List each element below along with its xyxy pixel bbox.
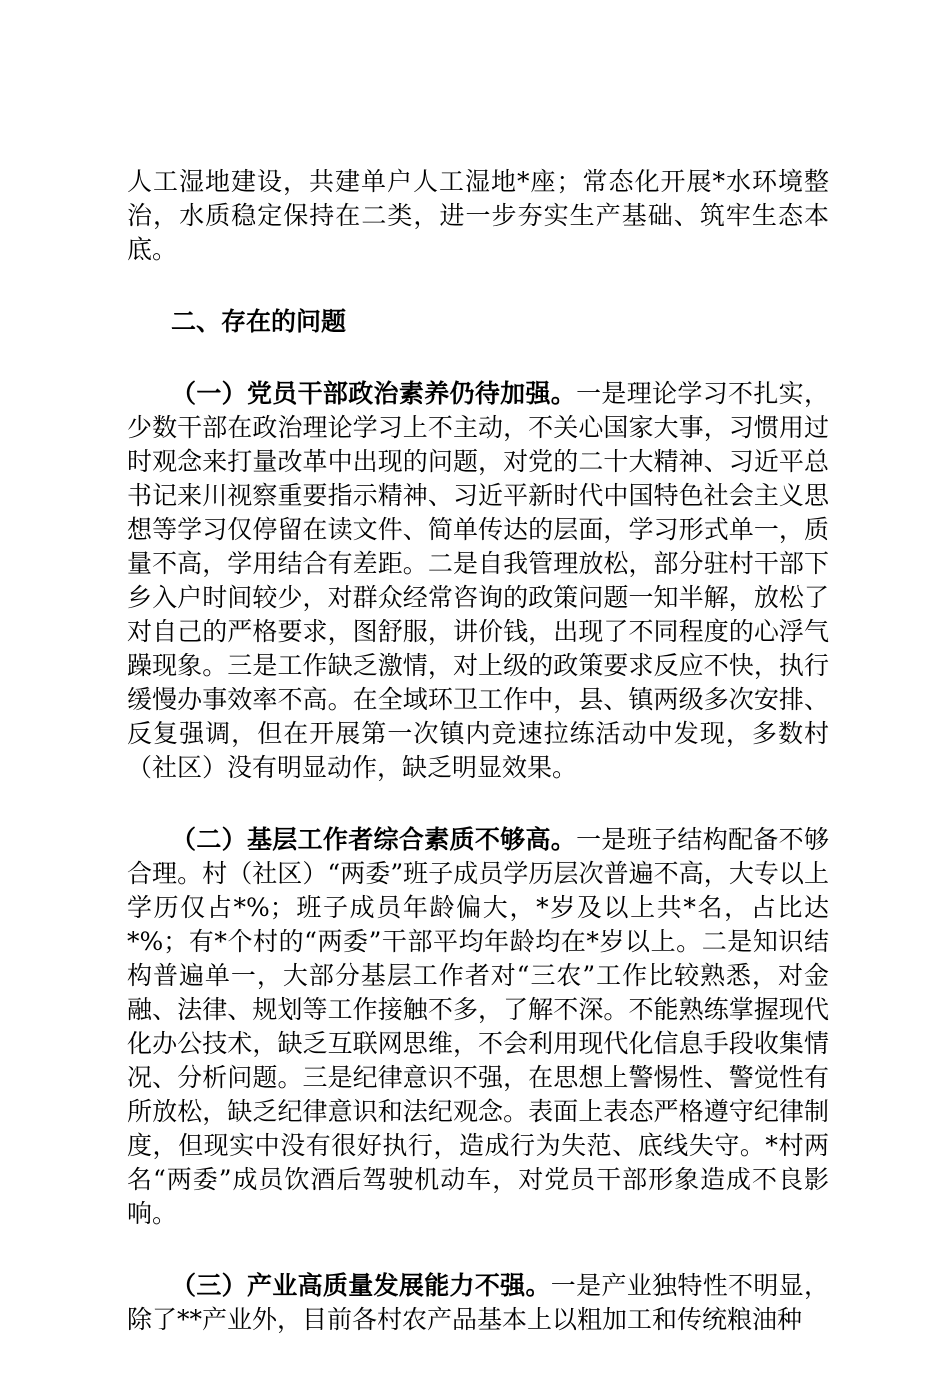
- intro-paragraph: 人工湿地建设，共建单户人工湿地*座；常态化开展*水环境整治，水质稳定保持在二类，进一步夯实生产基础、筑牢生态本底。: [127, 167, 829, 264]
- item-paragraph-3: [127, 1269, 829, 1337]
- section-heading: 二、存在的问题: [171, 307, 347, 336]
- item-body-3: 一是产业独特性不明显，除了**产业外，目前各村农产品基本上以粗加工和传统粮油种: [127, 1271, 829, 1334]
- item-paragraph-2: [127, 823, 829, 1231]
- document-page: [127, 165, 829, 1375]
- item-body-2: 一是班子结构配备不够合理。村（社区）“两委”班子成员学历层次普遍不高，大专以上学历仅占*%；班子成员年龄偏大，*岁及以上共*名，占比达*%；有*个村的“两委”干部平均年龄均在*岁以上。二是知识结构普遍单一，大部分基层工作者对“三农”工作比较熟悉，对金融、法律、规划等工作接触不多，了解不深。不能熟练掌握现代化办公技术，缺乏互联网思维，不会利用现代化信息手段收集情况、分析问题。三是纪律意识不强，在思想上警惕性、警觉性有所放松，缺乏纪律意识和法纪观念。表面上表态严格遵守纪律制度，但现实中没有很好执行，造成行为失范、底线失守。*村两名“两委”成员饮酒后驾驶机动车，对党员干部形象造成不良影响。: [127, 825, 829, 1228]
- item-title-3: （三）产业高质量发展能力不强。: [171, 1271, 551, 1300]
- item-paragraph-1: [127, 377, 829, 785]
- item-title-2: （二）基层工作者综合素质不够高。: [171, 825, 577, 854]
- item-body-1: 一是理论学习不扎实，少数干部在政治理论学习上不主动，不关心国家大事，习惯用过时观念来打量改革中出现的问题，对党的二十大精神、习近平总书记来川视察重要指示精神、习近平新时代中国特色社会主义思想等学习仅停留在读文件、简单传达的层面，学习形式单一，质量不高，学用结合有差距。二是自我管理放松，部分驻村干部下乡入户时间较少，对群众经常咨询的政策问题一知半解，放松了对自己的严格要求，图舒服，讲价钱，出现了不同程度的心浮气躁现象。三是工作缺乏激情，对上级的政策要求反应不快，执行缓慢办事效率不高。在全域环卫工作中，县、镇两级多次安排、反复强调，但在开展第一次镇内竞速拉练活动中发现，多数村（社区）没有明显动作，缺乏明显效果。: [127, 379, 829, 782]
- item-title-1: （一）党员干部政治素养仍待加强。: [171, 379, 577, 408]
